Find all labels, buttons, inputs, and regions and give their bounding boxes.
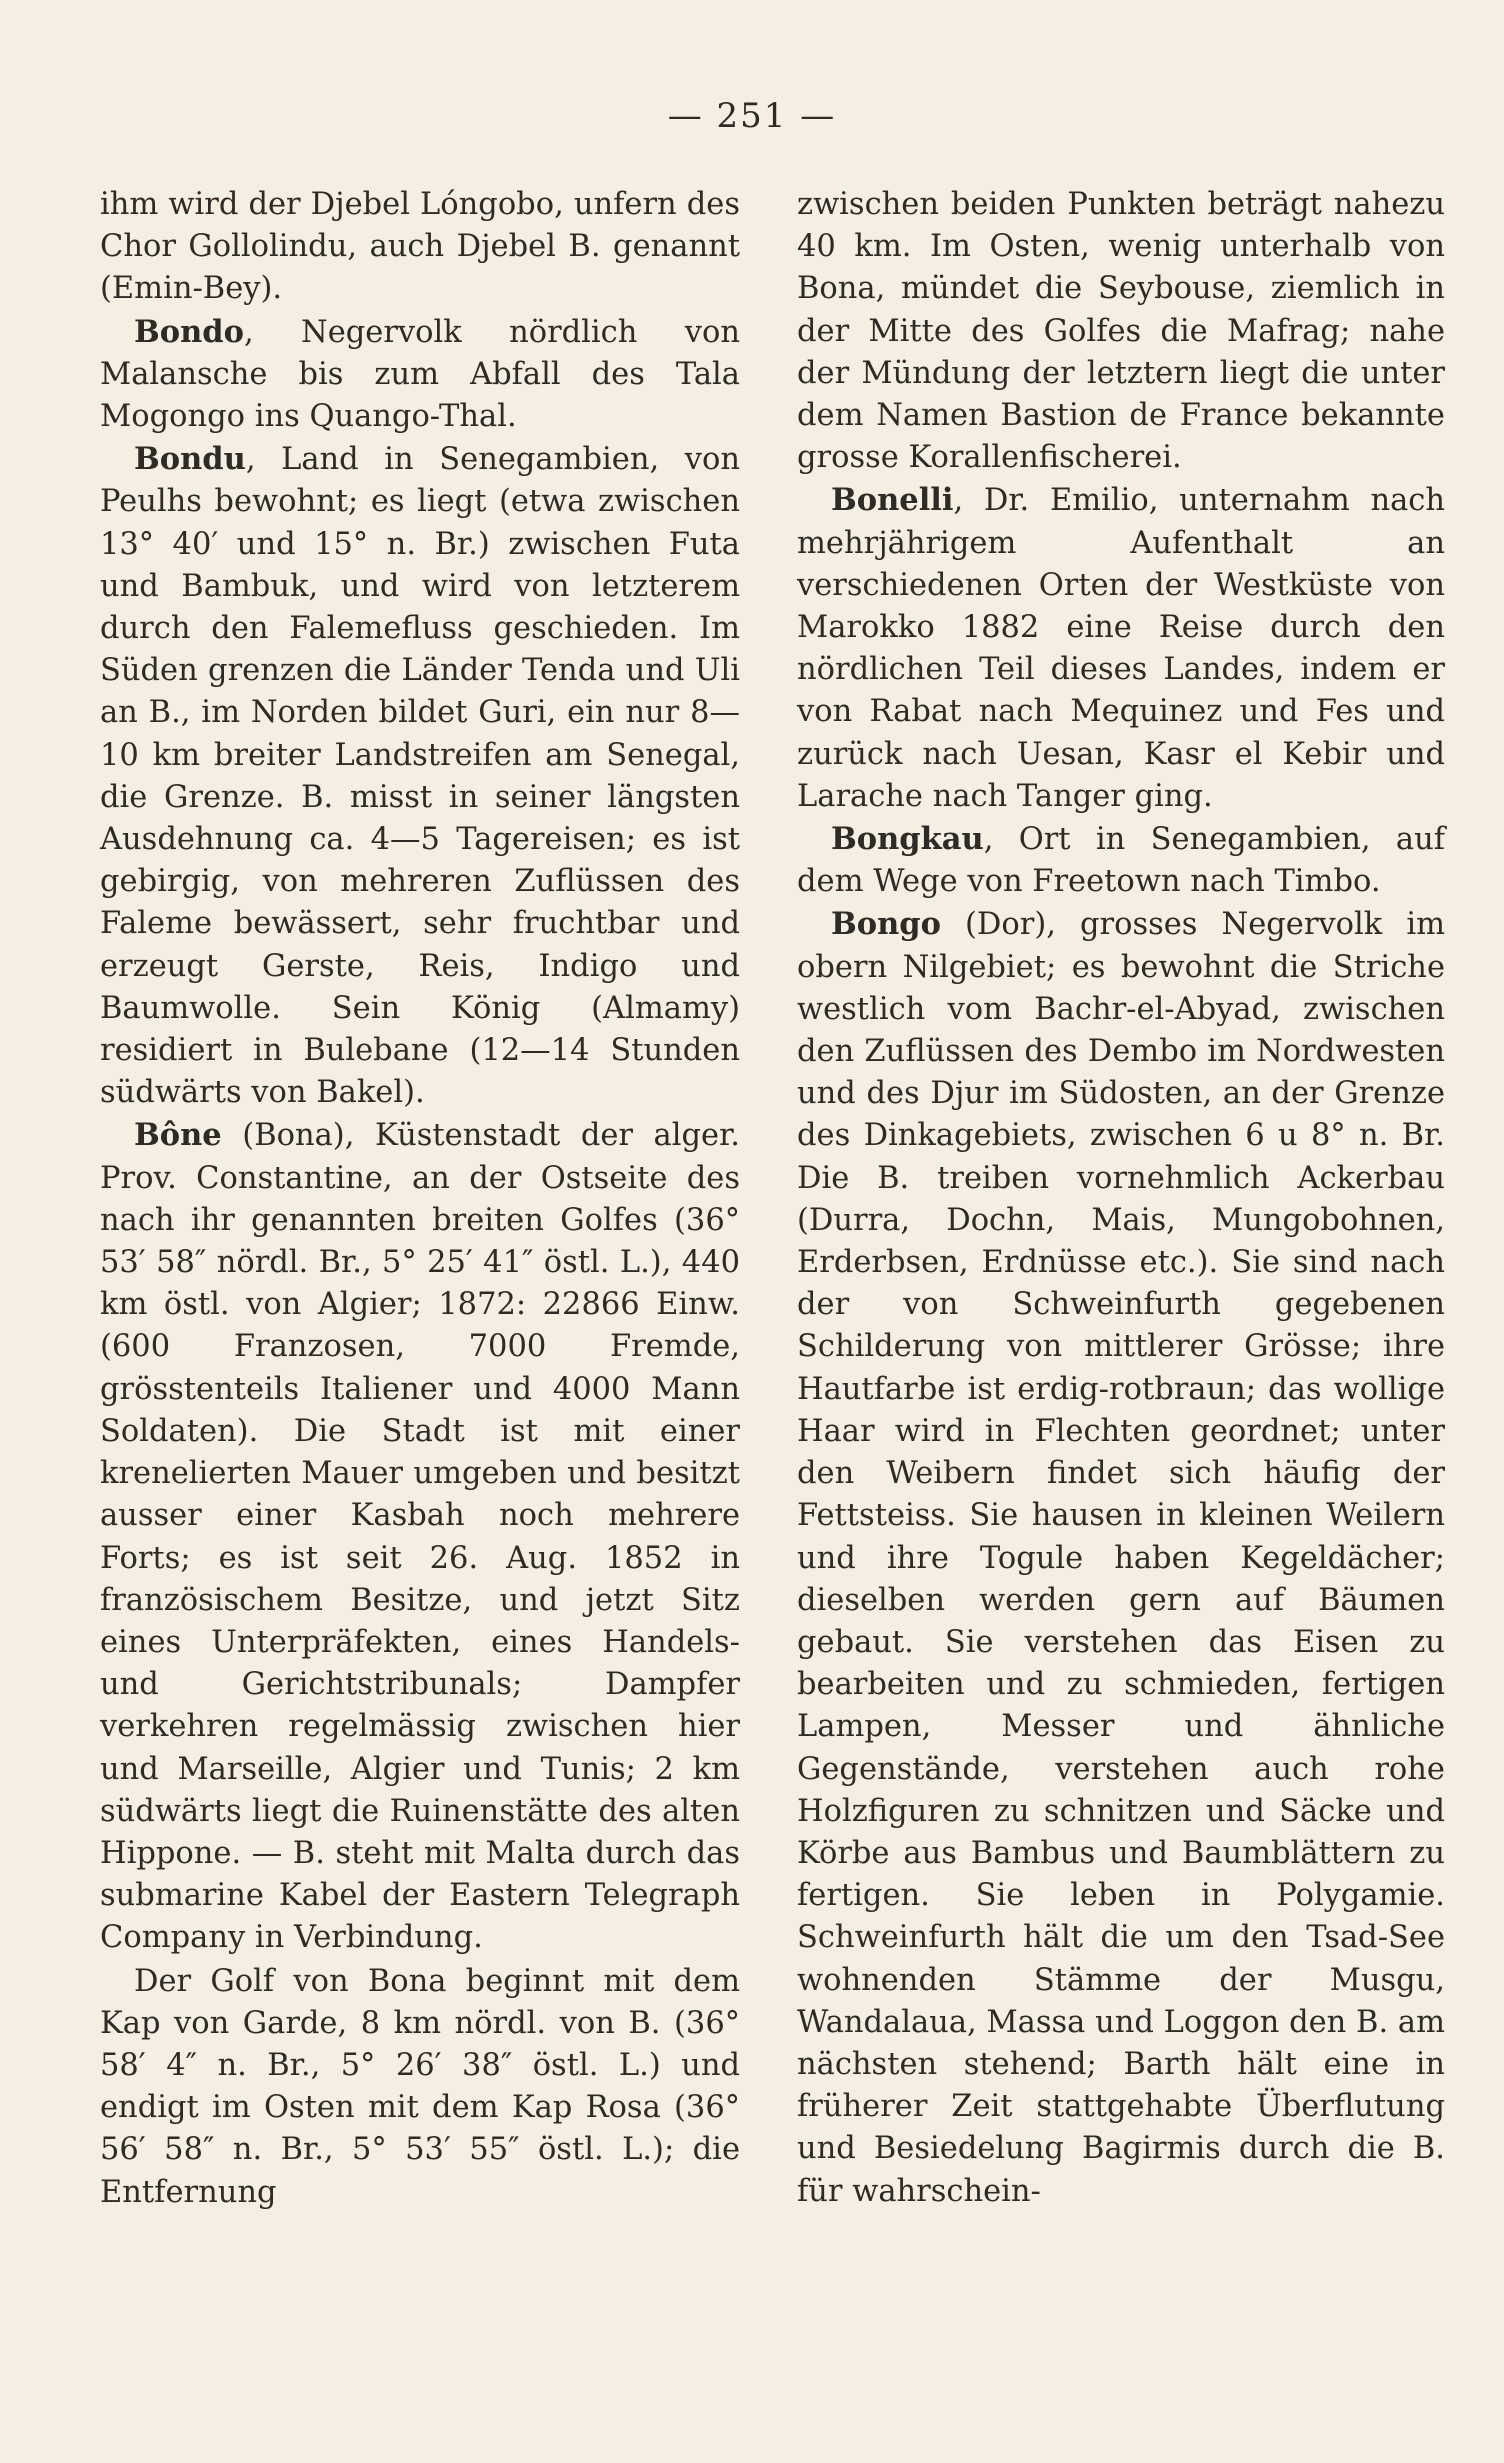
right-column <box>797 183 1445 2213</box>
entry-lemma: Bondo <box>134 313 244 350</box>
entry-paragraph <box>100 1960 740 2214</box>
entry-paragraph <box>797 183 1445 479</box>
left-column <box>100 183 740 2214</box>
entry-paragraph <box>100 438 740 1114</box>
entry-paragraph <box>100 311 740 439</box>
entry-paragraph <box>797 903 1445 2212</box>
entry-text: , Dr. Emilio, unternahm nach mehrjährigem Aufenthalt an verschiedenen Orten der Westküste von Marokko 1882 eine Reise durch den nördlichen Teil dieses Landes, indem er von Rabat nach Mequinez und Fes und zurück nach Uesan, Kasr el Kebir und Larache nach Tanger ging. <box>797 483 1445 814</box>
entry-text: ihm wird der Djebel Lóngobo, unfern des Chor Gollolindu, auch Djebel B. genannt (Emin-Bey). <box>100 187 740 307</box>
entry-paragraph <box>797 479 1445 818</box>
entry-lemma: Bongkau <box>831 821 984 858</box>
page-number: — 251 — <box>667 96 837 136</box>
entry-text: zwischen beiden Punkten beträgt nahezu 40 km. Im Osten, wenig unterhalb von Bona, mündet die Seybouse, ziemlich in der Mitte des Golfes die Mafrag; nahe der Mündung der letztern liegt die unter dem Namen Bastion de France bekannte grosse Korallenfischerei. <box>797 187 1445 476</box>
entry-text: (Bona), Küstenstadt der alger. Prov. Constantine, an der Ostseite des nach ihr genannten breiten Golfes (36° 53′ 58″ nördl. Br., 5° 25′ 41″ östl. L.), 440 km östl. von Algier; 1872: 22866 Einw. (600 Franzosen, 7000 Fremde, grösstenteils Italiener und 4000 Mann Soldaten). Die Stadt ist mit einer krenelierten Mauer umgeben und besitzt ausser einer Kasbah noch mehrere Forts; es ist seit 26. Aug. 1852 in französischem Besitze, und jetzt Sitz eines Unterpräfekten, eines Handels- und Gerichtstribunals; Dampfer verkehren regelmässig zwischen hier und Marseille, Algier und Tunis; 2 km südwärts liegt die Ruinenstätte des alten Hippone. — B. steht mit Malta durch das submarine Kabel der Eastern Telegraph Company in Verbindung. <box>100 1118 740 1956</box>
entry-text: , Negervolk nördlich von Malansche bis zum Abfall des Tala Mogongo ins Quango-Thal. <box>100 314 740 435</box>
entry-paragraph <box>100 183 740 311</box>
entry-lemma: Bône <box>134 1117 222 1154</box>
entry-paragraph <box>797 818 1445 903</box>
entry-text: , Ort in Senegambien, auf dem Wege von Freetown nach Timbo. <box>797 822 1445 900</box>
entry-text: (Dor), grosses Negervolk im obern Nilgebiet; es bewohnt die Striche westlich vom Bachr-el-Abyad, zwischen den Zuflüssen des Dembo im Nordwesten und des Djur im Südosten, an der Grenze des Dinkagebiets, zwischen 6 u 8° n. Br. Die B. treiben vornehmlich Ackerbau (Durra, Dochn, Mais, Mungobohnen, Erderbsen, Erdnüsse etc.). Sie sind nach der von Schweinfurth gegebenen Schilderung von mittlerer Grösse; ihre Hautfarbe ist erdig-rotbraun; das wollige Haar wird in Flechten geordnet; unter den Weibern findet sich häufig der Fettsteiss. Sie hausen in kleinen Weilern und ihre Togule haben Kegeldächer; dieselben werden gern auf Bäumen gebaut. Sie verstehen das Eisen zu bearbeiten und zu schmieden, fertigen Lampen, Messer und ähnliche Gegenstände, verstehen auch rohe Holzfiguren zu schnitzen und Säcke und Körbe aus Bambus und Baumblättern zu fertigen. Sie leben in Polygamie. Schweinfurth hält die um den Tsad-See wohnenden Stämme der Musgu, Wandalaua, Massa und Loggon den B. am nächsten stehend; Barth hält eine in früherer Zeit stattgehabte Überflutung und Besiedelung Bagirmis durch die B. für wahrschein- <box>797 907 1445 2209</box>
entry-paragraph <box>100 1114 740 1959</box>
entry-lemma: Bondu <box>134 441 246 478</box>
entry-text: Der Golf von Bona beginnt mit dem Kap von Garde, 8 km nördl. von B. (36° 58′ 4″ n. Br., 5° 26′ 38″ östl. L.) und endigt im Osten mit dem Kap Rosa (36° 56′ 58″ n. Br., 5° 53′ 55″ östl. L.); die Entfernung <box>100 1963 740 2210</box>
entry-lemma: Bonelli <box>831 482 954 519</box>
entry-text: , Land in Senegambien, von Peulhs bewohnt; es liegt (etwa zwischen 13° 40′ und 15° n. Br.) zwischen Futa und Bambuk, und wird von letzterem durch den Falemefluss geschieden. Im Süden grenzen die Länder Tenda und Uli an B., im Norden bildet Guri, ein nur 8—10 km breiter Landstreifen am Senegal, die Grenze. B. misst in seiner längsten Ausdehnung ca. 4—5 Tagereisen; es ist gebirgig, von mehreren Zuflüssen des Faleme bewässert, sehr fruchtbar und erzeugt Gerste, Reis, Indigo und Baumwolle. Sein König (Almamy) residiert in Bulebane (12—14 Stunden südwärts von Bakel). <box>100 442 740 1111</box>
entry-lemma: Bongo <box>831 906 941 943</box>
